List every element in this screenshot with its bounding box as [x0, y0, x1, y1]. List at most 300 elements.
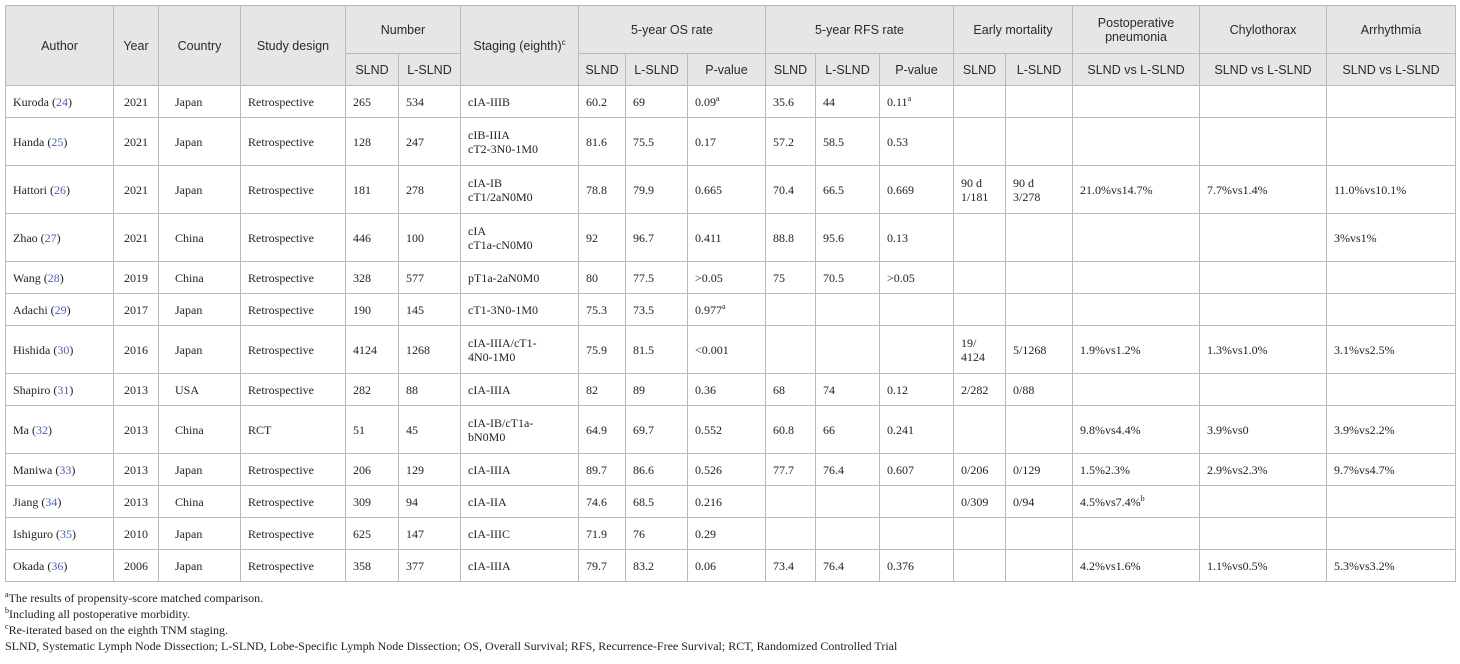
cell-country — [159, 214, 241, 262]
results-table — [5, 5, 1456, 582]
header-author-label: Author — [41, 38, 78, 53]
header-sub-em_lslnd: L-SLND — [1006, 54, 1073, 86]
cell-rfs_p — [880, 166, 954, 214]
cell-value: 75 — [773, 270, 785, 285]
cell-arrhythmia — [1327, 550, 1456, 582]
cell-n_lslnd — [399, 518, 461, 550]
cell-line: cIA-IB — [468, 175, 502, 190]
cell-n_lslnd — [399, 166, 461, 214]
cell-arrhythmia — [1327, 454, 1456, 486]
cell-value: 70.5 — [823, 270, 844, 285]
cell-rfs_p — [880, 486, 954, 518]
cell-design — [241, 294, 346, 326]
cell-country — [159, 262, 241, 294]
cell-design — [241, 454, 346, 486]
cell-value: 1268 — [406, 342, 430, 357]
cell-line: cT1a-cN0M0 — [468, 237, 533, 252]
cell-rfs_p — [880, 406, 954, 454]
cell-value: Japan — [175, 302, 203, 317]
cell-em_lslnd — [1006, 86, 1073, 118]
cell-n_lslnd — [399, 118, 461, 166]
footnote-2 — [5, 606, 1455, 622]
cell-n_lslnd — [399, 550, 461, 582]
cell-country — [159, 454, 241, 486]
cell-author: Wang (28) — [6, 262, 114, 294]
cell-value: 79.7 — [586, 558, 607, 573]
cell-value: 21.0%vs14.7% — [1080, 182, 1153, 197]
cell-design — [241, 406, 346, 454]
cell-arrhythmia — [1327, 262, 1456, 294]
footnote-1 — [5, 590, 1455, 606]
cell-line: cIA-IIIB — [468, 94, 510, 109]
cell-value: China — [175, 422, 204, 437]
cell-rfs_p — [880, 326, 954, 374]
cell-design — [241, 214, 346, 262]
cell-arrhythmia — [1327, 326, 1456, 374]
cell-value: 82 — [586, 382, 598, 397]
cell-author: Zhao (27) — [6, 214, 114, 262]
cell-rfs_slnd — [766, 118, 816, 166]
cell-n_slnd — [346, 550, 399, 582]
cell-chylothorax — [1200, 374, 1327, 406]
cell-os_lslnd — [626, 166, 688, 214]
table-row — [6, 86, 1456, 118]
cell-arrhythmia — [1327, 374, 1456, 406]
cell-os_p — [688, 454, 766, 486]
cell-value: 76.4 — [823, 558, 844, 573]
cell-os_lslnd — [626, 406, 688, 454]
cell-em_slnd — [954, 374, 1006, 406]
cell-em_lslnd — [1006, 454, 1073, 486]
cell-value: >0.05 — [695, 270, 723, 285]
cell-design — [241, 86, 346, 118]
cell-line: cIA-IIIA — [468, 558, 511, 573]
cell-chylothorax — [1200, 486, 1327, 518]
reference-link[interactable]: 35 — [60, 526, 72, 541]
footnote-mark: b — [5, 606, 9, 615]
cell-author: Adachi (29) — [6, 294, 114, 326]
cell-author: Okada (36) — [6, 550, 114, 582]
cell-value: 145 — [406, 302, 424, 317]
table-row — [6, 454, 1456, 486]
cell-value: 94 — [406, 494, 418, 509]
cell-value: 0.607 — [887, 462, 914, 477]
cell-design — [241, 486, 346, 518]
cell-value: >0.05 — [887, 270, 915, 285]
cell-value: 76 — [633, 526, 645, 541]
reference-link[interactable]: 30 — [57, 342, 70, 357]
cell-value: 44 — [823, 94, 835, 109]
cell-os_lslnd — [626, 454, 688, 486]
cell-value: 0.665 — [695, 182, 722, 197]
cell-em_lslnd — [1006, 214, 1073, 262]
cell-arrhythmia — [1327, 86, 1456, 118]
reference-link[interactable]: 32 — [36, 422, 48, 437]
cell-year — [114, 118, 159, 166]
cell-em_lslnd — [1006, 118, 1073, 166]
cell-value: 2021 — [124, 134, 148, 149]
cell-n_slnd — [346, 166, 399, 214]
cell-value: 2021 — [124, 230, 148, 245]
cell-value: 358 — [353, 558, 371, 573]
cell-n_slnd — [346, 518, 399, 550]
cell-country — [159, 86, 241, 118]
cell-value: 534 — [406, 94, 424, 109]
cell-year — [114, 214, 159, 262]
cell-pneumonia — [1073, 262, 1200, 294]
cell-value: 0.376 — [887, 558, 914, 573]
reference-link[interactable]: 36 — [51, 558, 64, 573]
footnote-4 — [5, 638, 1455, 654]
cell-value: 0.17 — [695, 134, 716, 149]
cell-value: 78.8 — [586, 182, 607, 197]
cell-arrhythmia — [1327, 166, 1456, 214]
cell-value: Japan — [175, 182, 203, 197]
cell-value: 9.8%vs4.4% — [1080, 422, 1141, 437]
cell-os_lslnd — [626, 550, 688, 582]
cell-value: 51 — [353, 422, 365, 437]
table-footnotes — [5, 590, 1455, 654]
cell-country — [159, 118, 241, 166]
cell-value: 83.2 — [633, 558, 654, 573]
cell-em_slnd — [954, 486, 1006, 518]
cell-value: 377 — [406, 558, 424, 573]
cell-line: cIA-IIIA — [468, 462, 511, 477]
footnote-mark: a — [907, 93, 912, 103]
cell-country — [159, 374, 241, 406]
cell-value: 60.2 — [586, 94, 607, 109]
cell-line: 90 d — [1013, 175, 1034, 190]
cell-os_slnd — [579, 166, 626, 214]
cell-n_slnd — [346, 374, 399, 406]
cell-value: Japan — [175, 462, 203, 477]
cell-design — [241, 166, 346, 214]
cell-os_lslnd — [626, 486, 688, 518]
cell-chylothorax — [1200, 86, 1327, 118]
cell-country — [159, 406, 241, 454]
cell-n_lslnd — [399, 326, 461, 374]
cell-chylothorax — [1200, 118, 1327, 166]
cell-value: 3.9%vs0 — [1207, 422, 1249, 437]
cell-chylothorax — [1200, 294, 1327, 326]
cell-em_lslnd — [1006, 374, 1073, 406]
cell-country — [159, 326, 241, 374]
cell-line: 0/88 — [1013, 382, 1035, 397]
cell-value: 79.9 — [633, 182, 654, 197]
cell-value: 0.13 — [887, 230, 908, 245]
header-sub-rfs_slnd: SLND — [766, 54, 816, 86]
header-staging-label: Staging (eighth) — [473, 38, 562, 53]
cell-arrhythmia — [1327, 214, 1456, 262]
cell-value: 9.7%vs4.7% — [1334, 462, 1395, 477]
author-name: Ma — [13, 422, 29, 437]
cell-rfs_p — [880, 86, 954, 118]
cell-staging — [461, 262, 579, 294]
cell-rfs_p — [880, 118, 954, 166]
cell-value: 128 — [353, 134, 371, 149]
cell-value: 147 — [406, 526, 424, 541]
cell-value: 0.36 — [695, 382, 716, 397]
cell-line: pT1a-2aN0M0 — [468, 270, 540, 285]
author-name: Adachi — [13, 302, 48, 317]
reference-link[interactable]: 29 — [54, 302, 67, 317]
cell-n_slnd — [346, 118, 399, 166]
cell-value: 74.6 — [586, 494, 607, 509]
cell-os_p — [688, 262, 766, 294]
header-sub-rfs_lslnd: L-SLND — [816, 54, 880, 86]
cell-os_slnd — [579, 214, 626, 262]
cell-value: 2006 — [124, 558, 148, 573]
cell-os_slnd — [579, 86, 626, 118]
cell-value: 206 — [353, 462, 371, 477]
cell-chylothorax — [1200, 166, 1327, 214]
cell-os_slnd — [579, 118, 626, 166]
cell-value: 0.06 — [695, 558, 716, 573]
cell-rfs_p — [880, 550, 954, 582]
cell-value: 3.1%vs2.5% — [1334, 342, 1395, 357]
reference-link[interactable]: 33 — [59, 462, 72, 477]
cell-value: Retrospective — [248, 382, 314, 397]
cell-arrhythmia — [1327, 518, 1456, 550]
cell-arrhythmia — [1327, 486, 1456, 518]
cell-os_lslnd — [626, 214, 688, 262]
cell-rfs_lslnd — [816, 486, 880, 518]
cell-chylothorax — [1200, 214, 1327, 262]
footnote-text: The results of propensity-score matched comparison. — [8, 591, 264, 605]
cell-year — [114, 262, 159, 294]
cell-value: 1.3%vs1.0% — [1207, 342, 1268, 357]
cell-chylothorax — [1200, 518, 1327, 550]
cell-staging — [461, 214, 579, 262]
table-row — [6, 214, 1456, 262]
cell-value: 60.8 — [773, 422, 794, 437]
cell-os_lslnd — [626, 326, 688, 374]
cell-rfs_slnd — [766, 294, 816, 326]
cell-value: 58.5 — [823, 134, 844, 149]
cell-value: <0.001 — [695, 342, 729, 357]
reference-link[interactable]: 34 — [45, 494, 58, 509]
cell-pneumonia — [1073, 166, 1200, 214]
cell-year — [114, 518, 159, 550]
cell-value: 77.5 — [633, 270, 654, 285]
reference-link[interactable]: 28 — [47, 270, 60, 285]
cell-em_lslnd — [1006, 294, 1073, 326]
footnote-mark: c — [5, 622, 9, 631]
table-row — [6, 406, 1456, 454]
header-sub-os_slnd: SLND — [579, 54, 626, 86]
cell-value: 309 — [353, 494, 371, 509]
header-sub-rfs_p: P-value — [880, 54, 954, 86]
header-group-6: Arrhythmia — [1327, 6, 1456, 54]
cell-rfs_lslnd — [816, 214, 880, 262]
cell-line: cT1/2aN0M0 — [468, 189, 533, 204]
cell-author: Ishiguro (35) — [6, 518, 114, 550]
results-table-container — [5, 5, 1455, 582]
cell-chylothorax — [1200, 326, 1327, 374]
cell-em_slnd — [954, 262, 1006, 294]
cell-value: 0.552 — [695, 422, 722, 437]
header-year — [114, 6, 159, 86]
cell-arrhythmia — [1327, 406, 1456, 454]
cell-value: 0.526 — [695, 462, 722, 477]
cell-value: 0.53 — [887, 134, 908, 149]
cell-pneumonia — [1073, 118, 1200, 166]
cell-line: 4124 — [961, 349, 985, 364]
cell-author: Ma (32) — [6, 406, 114, 454]
cell-value: Retrospective — [248, 230, 314, 245]
reference-link[interactable]: 27 — [44, 230, 57, 245]
cell-rfs_p — [880, 214, 954, 262]
cell-year — [114, 454, 159, 486]
cell-design — [241, 326, 346, 374]
header-group-5: Chylothorax — [1200, 6, 1327, 54]
table-row — [6, 374, 1456, 406]
cell-country — [159, 518, 241, 550]
header-design — [241, 6, 346, 86]
cell-value: 0.669 — [887, 182, 914, 197]
cell-n_lslnd — [399, 214, 461, 262]
cell-value: Japan — [175, 94, 203, 109]
cell-value: 89 — [633, 382, 645, 397]
header-country-label: Country — [177, 38, 222, 53]
cell-os_slnd — [579, 294, 626, 326]
header-group-3: Early mortality — [954, 6, 1073, 54]
cell-value: 64.9 — [586, 422, 607, 437]
footnote-mark: b — [1140, 493, 1145, 503]
cell-os_p — [688, 486, 766, 518]
author-name: Kuroda — [13, 94, 49, 109]
footnote-mark: a — [716, 93, 720, 103]
header-staging-footnote-mark: c — [561, 37, 566, 47]
cell-value: China — [175, 230, 204, 245]
cell-value: 86.6 — [633, 462, 654, 477]
cell-arrhythmia — [1327, 294, 1456, 326]
cell-country — [159, 294, 241, 326]
cell-value: 2.9%vs2.3% — [1207, 462, 1268, 477]
cell-os_p — [688, 86, 766, 118]
cell-n_slnd — [346, 262, 399, 294]
header-group-4: Postoperative pneumonia — [1073, 6, 1200, 54]
header-sub-os_lslnd: L-SLND — [626, 54, 688, 86]
cell-rfs_lslnd — [816, 86, 880, 118]
cell-os_lslnd — [626, 262, 688, 294]
cell-value: Retrospective — [248, 302, 314, 317]
cell-value: 88 — [406, 382, 418, 397]
cell-staging — [461, 118, 579, 166]
cell-staging — [461, 326, 579, 374]
cell-author: Hattori (26) — [6, 166, 114, 214]
author-name: Okada — [13, 558, 45, 573]
cell-n_slnd — [346, 486, 399, 518]
cell-value: 1.9%vs1.2% — [1080, 342, 1141, 357]
cell-value: 77.7 — [773, 462, 794, 477]
cell-line: 2/282 — [961, 382, 989, 397]
cell-value: 2013 — [124, 462, 148, 477]
cell-rfs_slnd — [766, 406, 816, 454]
cell-pneumonia — [1073, 326, 1200, 374]
table-row — [6, 294, 1456, 326]
cell-line: cT2-3N0-1M0 — [468, 141, 538, 156]
cell-chylothorax — [1200, 550, 1327, 582]
footnote-mark: a — [722, 301, 726, 311]
cell-value: 92 — [586, 230, 598, 245]
cell-value: 68.5 — [633, 494, 654, 509]
cell-rfs_lslnd — [816, 454, 880, 486]
cell-value: 2016 — [124, 342, 148, 357]
cell-em_lslnd — [1006, 262, 1073, 294]
cell-rfs_slnd — [766, 454, 816, 486]
cell-pneumonia — [1073, 374, 1200, 406]
cell-value: 4124 — [353, 342, 377, 357]
cell-chylothorax — [1200, 454, 1327, 486]
reference-link[interactable]: 31 — [57, 382, 70, 397]
cell-os_p — [688, 326, 766, 374]
header-group-1: 5-year OS rate — [579, 6, 766, 54]
reference-link[interactable]: 24 — [56, 94, 68, 109]
cell-staging — [461, 166, 579, 214]
cell-line: cIB-IIIA — [468, 127, 510, 142]
cell-line: cIA-IIIC — [468, 526, 510, 541]
cell-em_slnd — [954, 518, 1006, 550]
cell-os_slnd — [579, 326, 626, 374]
cell-value: 4.5%vs7.4% — [1080, 494, 1141, 509]
header-sub-chylothorax: SLND vs L-SLND — [1200, 54, 1327, 86]
footnote-text: SLND, Systematic Lymph Node Dissection; L-SLND, Lobe-Specific Lymph Node Dissection; OS, Overall Survival; RFS, Recurrence-Free Survival; RCT, Randomized Controlled Trial — [5, 639, 898, 653]
cell-design — [241, 118, 346, 166]
reference-link[interactable]: 25 — [51, 134, 64, 149]
author-name: Shapiro — [13, 382, 51, 397]
cell-rfs_p — [880, 518, 954, 550]
author-name: Hishida — [13, 342, 51, 357]
footnote-text: Re-iterated based on the eighth TNM staging. — [8, 623, 228, 637]
reference-link[interactable]: 26 — [54, 182, 66, 197]
cell-staging — [461, 406, 579, 454]
cell-value: 71.9 — [586, 526, 607, 541]
table-row — [6, 486, 1456, 518]
header-sub-pneumonia: SLND vs L-SLND — [1073, 54, 1200, 86]
cell-value: 66 — [823, 422, 835, 437]
cell-value: 75.3 — [586, 302, 607, 317]
cell-value: Japan — [175, 134, 203, 149]
header-design-label: Study design — [256, 38, 330, 53]
cell-pneumonia — [1073, 406, 1200, 454]
cell-value: Retrospective — [248, 94, 314, 109]
cell-os_slnd — [579, 518, 626, 550]
cell-year — [114, 550, 159, 582]
cell-n_slnd — [346, 326, 399, 374]
cell-value: 0.09 — [695, 94, 716, 109]
cell-value: USA — [175, 382, 200, 397]
cell-line: cT1-3N0-1M0 — [468, 302, 538, 317]
cell-value: 2021 — [124, 94, 148, 109]
cell-year — [114, 374, 159, 406]
cell-line: 5/1268 — [1013, 342, 1047, 357]
cell-value: 1.1%vs0.5% — [1207, 558, 1268, 573]
cell-value: 0.11 — [887, 94, 908, 109]
cell-value: 3%vs1% — [1334, 230, 1377, 245]
footnote-text: Including all postoperative morbidity. — [9, 607, 191, 621]
cell-n_lslnd — [399, 262, 461, 294]
cell-os_p — [688, 550, 766, 582]
footnote-mark: a — [5, 590, 9, 599]
cell-value: 88.8 — [773, 230, 794, 245]
cell-em_slnd — [954, 294, 1006, 326]
cell-n_slnd — [346, 214, 399, 262]
cell-line: bN0M0 — [468, 429, 506, 444]
cell-em_slnd — [954, 166, 1006, 214]
cell-staging — [461, 374, 579, 406]
author-name: Handa — [13, 134, 45, 149]
